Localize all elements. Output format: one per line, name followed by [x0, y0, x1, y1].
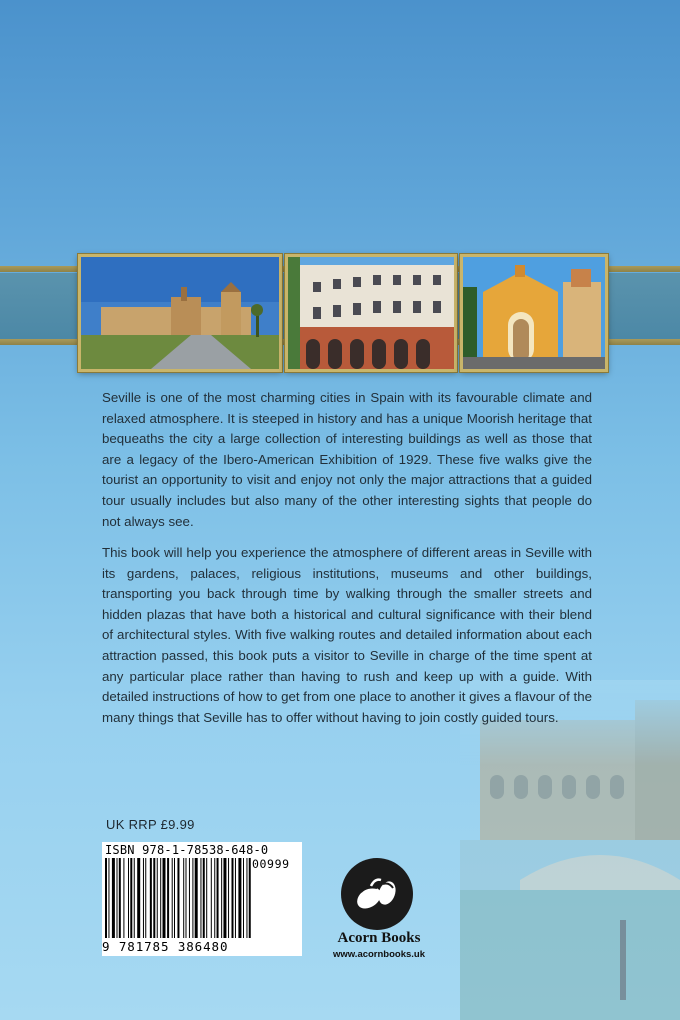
price-label: UK RRP £9.99 — [106, 817, 195, 832]
plaza-courtyard-photo — [285, 254, 457, 372]
ean-digits: 9 781785 386480 — [102, 939, 229, 954]
publisher-name: Acorn Books — [337, 930, 421, 946]
acorn-logo — [341, 858, 413, 930]
blurb-paragraph-1: Seville is one of the most charming cities in Spain with its favourable climate and relaxed atmosphere. It is steeped in history and has a unique Moorish heritage that bequeaths the city a large collection of interesting buildings as well as those that are a legacy of the Ibero-American Exhibition of 1929. These five walks give the tourist an opportunity to visit and enjoy not only the major attractions that a guided tour usually includes but also many of the other interesting sights that people do not always see. — [102, 390, 592, 529]
monastery-photo — [78, 254, 282, 372]
macarena-arch-photo — [460, 254, 608, 372]
barcode-addon: 00999 — [252, 857, 290, 871]
blurb-paragraph-2: This book will help you experience the atmosphere of different areas in Seville with its gardens, palaces, religious institutions, museums and other buildings, transporting you back through time by walking through the smaller streets and hidden plazas that have both a historical and cultural significance with their blend of architectural styles. With five walking routes and detailed information about each attraction passed, this book puts a visitor to Seville in charge of the time spent at any particular place rather than having to rush and keep up with a guide. With detailed instructions of how to get from one place to another it gives a flavour of the many things that Seville has to offer without having to join costly guided tours. — [102, 545, 592, 725]
plaza-de-espana-background — [460, 680, 680, 1020]
publisher-url: www.acornbooks.uk — [332, 949, 426, 960]
isbn-barcode — [102, 842, 302, 956]
barcode-bars — [105, 858, 299, 940]
isbn-label: ISBN 978-1-78538-648-0 — [105, 843, 269, 857]
